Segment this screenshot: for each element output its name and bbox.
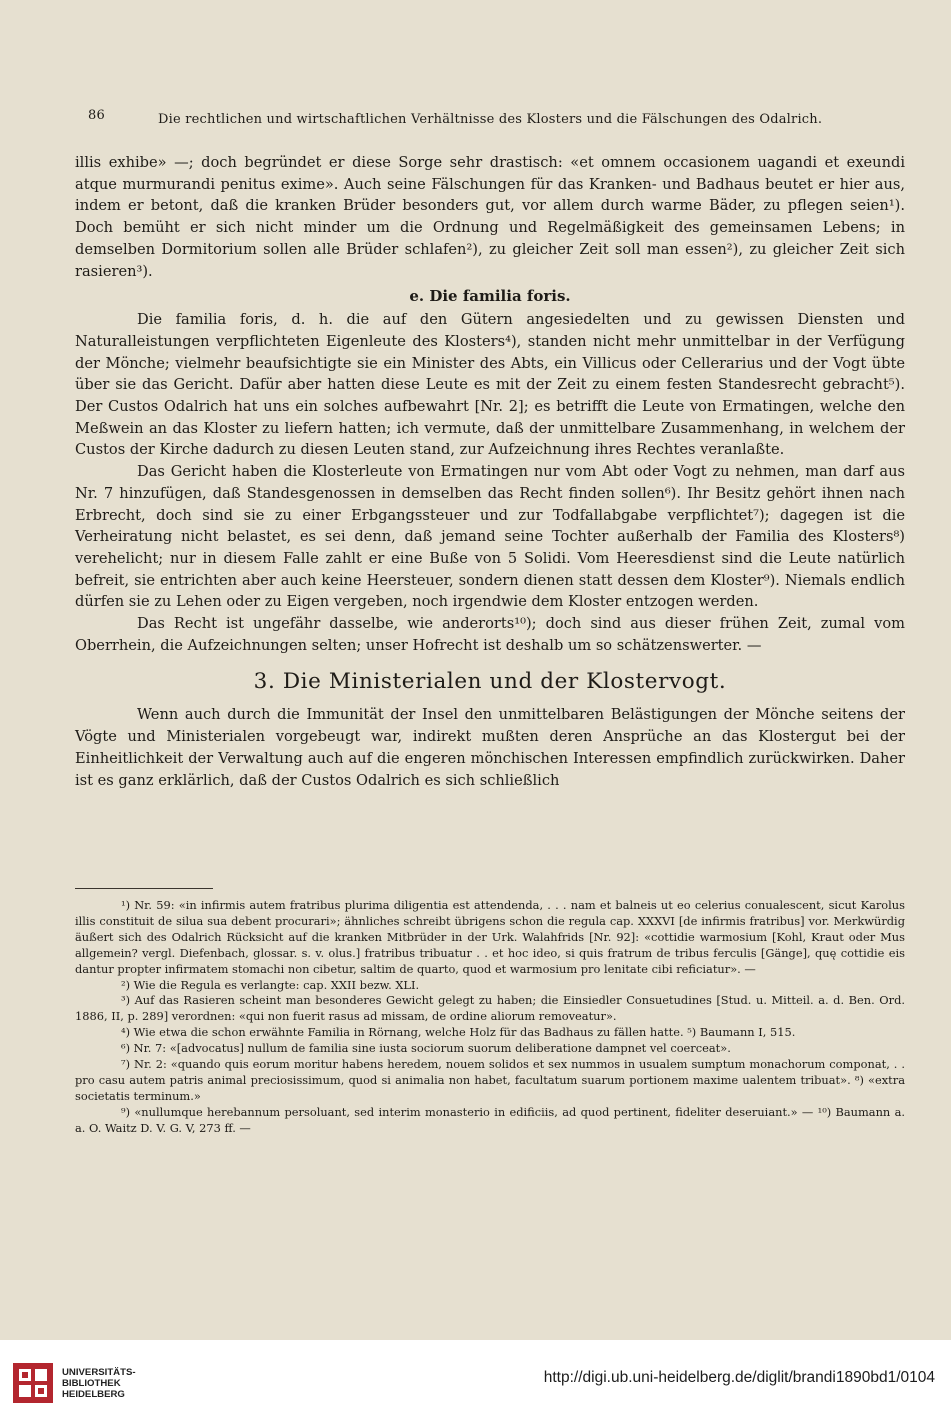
footnote-7: ⁷) Nr. 2: «quando quis eorum moritur habens heredem, nouem solidos et sex nummos in usualem sumptum monachorum componat, . . pro casu autem patris animal preciosissimum, quod si animalia non habet, facultatum suarum portionem maxime ualentem tribuat». (75, 1057, 905, 1087)
footnote: ³) Auf das Rasieren scheint man besonderes Gewicht gelegt zu haben; die Einsiedler Consuetudines [Stud. u. Mitteil. a. d. Ben. Ord. 1886, II, p. 289] verordnen: «qui non fuerit rasus ad missam, de ordine aliorum removeatur». (75, 993, 905, 1024)
page-number: 86 (88, 108, 105, 123)
footnote: ²) Wie die Regula es verlangte: cap. XXII bezw. XLI. (121, 977, 420, 992)
paragraph: Das Recht ist ungefähr dasselbe, wie anderorts¹⁰); doch sind aus dieser frühen Zeit, zumal vom Oberrhein, die Aufzeichnungen selten; unser Hofrecht ist deshalb um so schätzenswerter. — (75, 615, 905, 654)
footnote-5: ⁵) Baumann I, 515. (687, 1025, 796, 1040)
footnote-8: ⁸) «extra societatis terminum.» (75, 1072, 905, 1103)
paragraph: Das Gericht haben die Klosterleute von Ermatingen nur vom Abt oder Vogt zu nehmen, man darf aus Nr. 7 hinzufügen, daß Standesgenossen in demselben das Recht finden sollen⁶). Ihr Besitz gehört ihnen nach Erbrecht, doch sind sie zu einer Erbgangssteuer und zur Todfallabgabe verpflichtet⁷); dagegen ist die Verheiratung nicht belastet, es sei denn, daß jemand seine Tochter außerhalb der Familia des Klosters⁸) verehelicht; nur in diesem Falle zahlt er eine Buße von 5 Solidi. Vom Heeresdienst sind die Leute natürlich befreit, sie entrichten aber auch keine Heersteuer, sondern dienen statt dessen dem Kloster⁹). Niemals endlich dürfen sie zu Lehen oder zu Eigen vergeben, noch irgendwie dem Kloster entzogen werden. (75, 463, 905, 611)
main-text (75, 152, 905, 791)
paragraph: Wenn auch durch die Immunität der Insel den unmittelbaren Belästigungen der Mönche seitens der Vögte und Ministerialen vorgebeugt war, indirekt mußten deren Ansprüche an das Klostergut bei der Einheitlichkeit der Verwaltung auch auf die engeren mönchischen Interessen empfindlich zurückwirken. Daher ist es ganz erklärlich, daß der Custos Odalrich es sich schließlich (75, 706, 905, 789)
library-name: UNIVERSITÄTS- BIBLIOTHEK HEIDELBERG (62, 1367, 136, 1400)
footnotes (75, 898, 905, 1137)
footnote-4: ⁴) Wie etwa die schon erwähnte Familia in Rörnang, welche Holz für das Badhaus zu fällen hatte. (121, 1025, 684, 1040)
footnote-divider (75, 888, 213, 889)
footnote-9: ⁹) «nullumque herebannum persoluant, sed interim monasterio in edificiis, ad quod pertinent, fideliter deseruiant.» — (121, 1104, 814, 1119)
footnote: ⁶) Nr. 7: «[advocatus] nullum de familia sine iusta sociorum suorum deliberatione dampnet vel coerceat». (121, 1041, 731, 1056)
paragraph: Die familia foris, d. h. die auf den Gütern angesiedelten und zu gewissen Diensten und Naturalleistungen verpflichteten Eigenleute des Klosters⁴), standen nicht mehr unmittelbar in der Verfügung der Mönche; vielmehr beaufsichtigte sie ein Minister des Abts, ein Villicus oder Cellerarius und der Vogt übte über sie das Gericht. Dafür aber hatten diese Leute es mit der Zeit zu einem festen Standesrecht gebracht⁵). Der Custos Odalrich hat uns ein solches aufbewahrt [Nr. 2]; es betrifft die Leute von Ermatingen, welche den Meßwein an das Kloster zu liefern hatten; ich vermute, daß der unmittelbare Zusammenhang, in welchem der Custos der Kirche dadurch zu diesen Leuten stand, zur Aufzeichnung ihres Rechtes veranlaßte. (75, 311, 905, 459)
paragraph: illis exhibe» —; doch begründet er diese Sorge sehr drastisch: «et omnem occasionem uagandi et exeundi atque murmurandi penitus exime». Auch seine Fälschungen für das Kranken- und Badhaus beutet er hier aus, indem er betont, daß die kranken Brüder besonders gut, vor allem durch warme Bäder, zu pflegen seien¹). Doch bemüht er sich nicht minder um die Ordnung und Regelmäßigkeit des gemeinsamen Lebens; in demselben Dormitorium sollen alle Brüder schlafen²), zu gleicher Zeit soll man essen²), zu gleicher Zeit sich rasieren³). (75, 154, 905, 280)
footnote-10: ¹⁰) Baumann a. a. O. Waitz D. V. G. V, 273 ff. — (75, 1104, 905, 1135)
source-url-link[interactable]: http://digi.ub.uni-heidelberg.de/diglit/brandi1890bd1/0104 (543, 1369, 935, 1386)
footnote (75, 1057, 905, 1105)
library-footer (0, 1340, 951, 1423)
section-heading: e. Die familia foris. (409, 287, 571, 306)
footnote: ¹) Nr. 59: «in infirmis autem fratribus plurima diligentia est attendenda, . . . nam et balneis ut eo celerius conualescent, sicut Karolus illis constituit de silua sua debent procurari»; ähnliches schreibt übrigens schon die regula cap. XXXVI [de infirmis fratribus] vor. Merkwürdig äußert sich des Odalrich Rücksicht auf die kranken Mitbrüder in der Urk. Walahfrids [Nr. 92]: «cottidie warmosium [Kohl, Kraut oder Mus allgemein? vergl. Diefenbach, glossar. s. v. olus.] fratribus tribuatur . . et hoc ideo, si quis fratrum de tribus ferculis [Gänge], quę cottidie eis dantur propter infirmatem stomachi non cibetur, saltim de quarto, quod et warmosium pro lenitate cibi reficiatur». — (75, 898, 905, 976)
footnote (75, 1105, 905, 1137)
running-title: Die rechtlichen und wirtschaftlichen Verhältnisse des Klosters und die Fälschungen des Odalrich. (158, 112, 823, 127)
footnote (75, 1025, 905, 1041)
university-library-logo-icon (12, 1362, 54, 1404)
chapter-heading: 3. Die Ministerialen und der Klostervogt. (253, 669, 727, 695)
